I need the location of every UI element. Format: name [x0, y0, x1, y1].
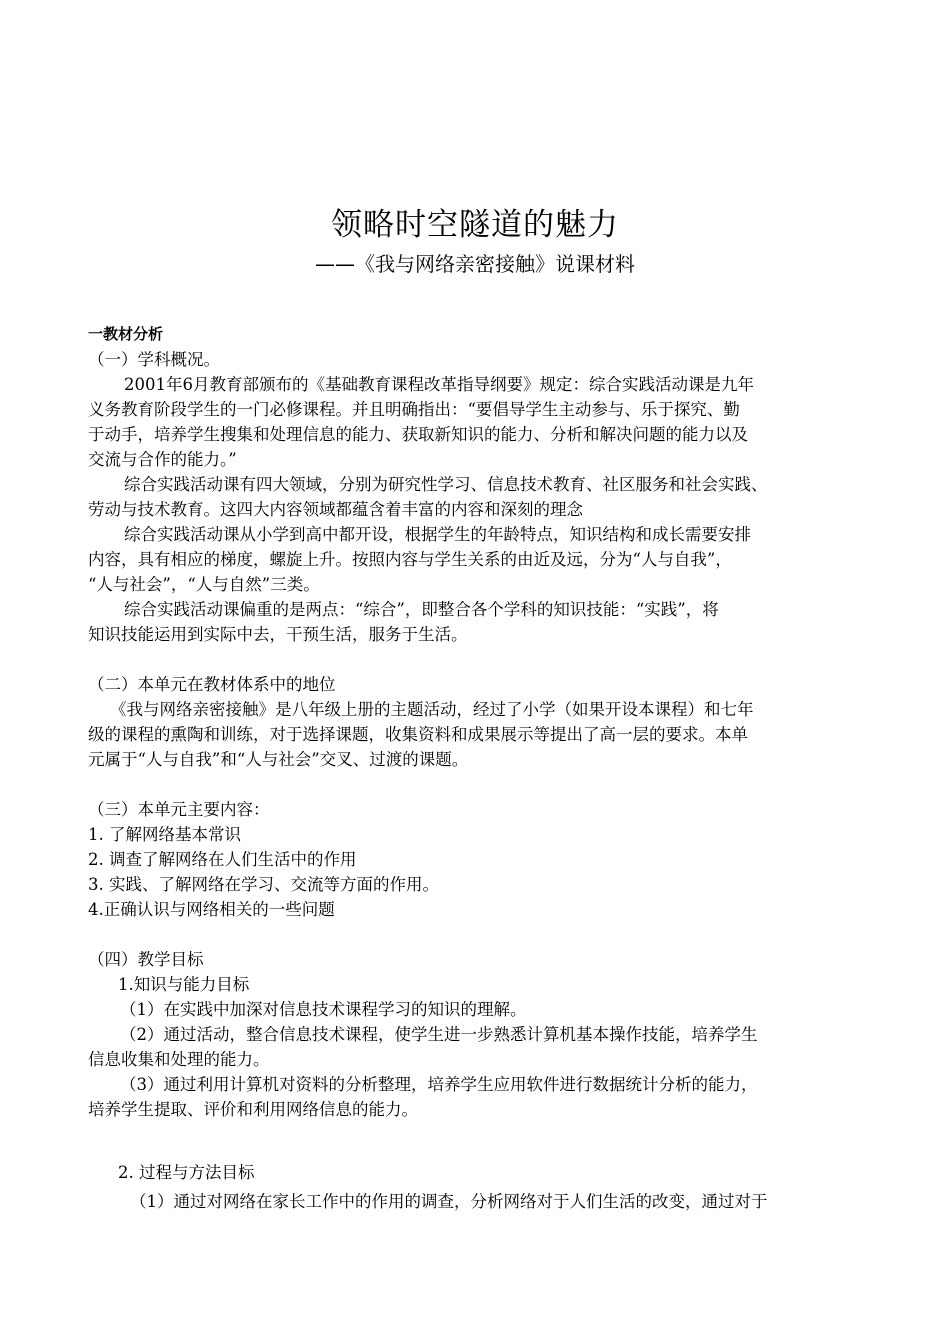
document-body	[88, 322, 878, 1214]
spacer	[88, 1122, 878, 1160]
list-item: 2. 调查了解网络在人们生活中的作用	[88, 850, 357, 869]
paragraph-line: 信息收集和处理的能力。	[88, 1050, 270, 1069]
paragraph-line: 2001年6月教育部颁布的《基础教育课程改革指导纲要》规定：综合实践活动课是九年	[124, 375, 754, 394]
paragraph-line: 综合实践活动课有四大领域，分别为研究性学习、信息技术教育、社区服务和社会实践、	[124, 475, 768, 494]
spacer	[88, 772, 878, 797]
list-item: 1. 了解网络基本常识	[88, 825, 241, 844]
objective-heading: 1.知识与能力目标	[118, 975, 250, 994]
subsection-heading: （一）学科概况。	[88, 350, 220, 369]
document-subtitle: ——《我与网络亲密接触》说课材料	[315, 252, 635, 276]
list-item: 3. 实践、了解网络在学习、交流等方面的作用。	[88, 875, 439, 894]
paragraph-line: “人与社会”，“人与自然”三类。	[88, 575, 320, 594]
subsection-heading: （三）本单元主要内容：	[88, 800, 270, 819]
paragraph-line: 综合实践活动课从小学到高中都开设，根据学生的年龄特点，知识结构和成长需要安排	[124, 525, 751, 544]
paragraph-line: 《我与网络亲密接触》是八年级上册的主题活动，经过了小学（如果开设本课程）和七年	[110, 700, 754, 719]
paragraph-line: 劳动与技术教育。这四大内容领域都蕴含着丰富的内容和深刻的理念	[88, 500, 583, 519]
paragraph-line: （1）通过对网络在家长工作中的作用的调查，分析网络对于人们生活的改变，通过对于	[130, 1192, 768, 1211]
paragraph-line: （1）在实践中加深对信息技术课程学习的知识的理解。	[120, 1000, 527, 1019]
subsection-heading: （二）本单元在教材体系中的地位	[88, 675, 336, 694]
paragraph-line: 元属于“人与自我”和“人与社会”交叉、过渡的课题。	[88, 750, 469, 769]
list-item: 4.正确认识与网络相关的一些问题	[88, 900, 335, 919]
paragraph-line: 级的课程的熏陶和训练，对于选择课题，收集资料和成果展示等提出了高一层的要求。本单	[88, 725, 748, 744]
paragraph-line: （2）通过活动，整合信息技术课程，使学生进一步熟悉计算机基本操作技能，培养学生	[120, 1025, 758, 1044]
subsection-heading: （四）教学目标	[88, 950, 204, 969]
paragraph-line: 交流与合作的能力。”	[88, 450, 237, 469]
paragraph-line: 内容，具有相应的梯度，螺旋上升。按照内容与学生关系的由近及远，分为“人与自我”，	[88, 550, 732, 569]
document-title: 领略时空隧道的魅力	[331, 207, 619, 243]
paragraph-line: 综合实践活动课偏重的是两点：“综合”，即整合各个学科的知识技能：“实践”，将	[124, 600, 719, 619]
spacer	[88, 922, 878, 947]
paragraph-line: （3）通过利用计算机对资料的分析整理，培养学生应用软件进行数据统计分析的能力，	[120, 1075, 758, 1094]
paragraph-line: 培养学生提取、评价和利用网络信息的能力。	[88, 1100, 418, 1119]
paragraph-line: 于动手，培养学生搜集和处理信息的能力、获取新知识的能力、分析和解决问题的能力以及	[88, 425, 748, 444]
objective-heading: 2. 过程与方法目标	[118, 1163, 255, 1182]
section-heading: 一教材分析	[88, 325, 164, 343]
spacer	[88, 647, 878, 672]
paragraph-line: 义务教育阶段学生的一门必修课程。并且明确指出：“要倡导学生主动参与、乐于探究、勤	[88, 400, 740, 419]
paragraph-line: 知识技能运用到实际中去，干预生活，服务于生活。	[88, 625, 468, 644]
